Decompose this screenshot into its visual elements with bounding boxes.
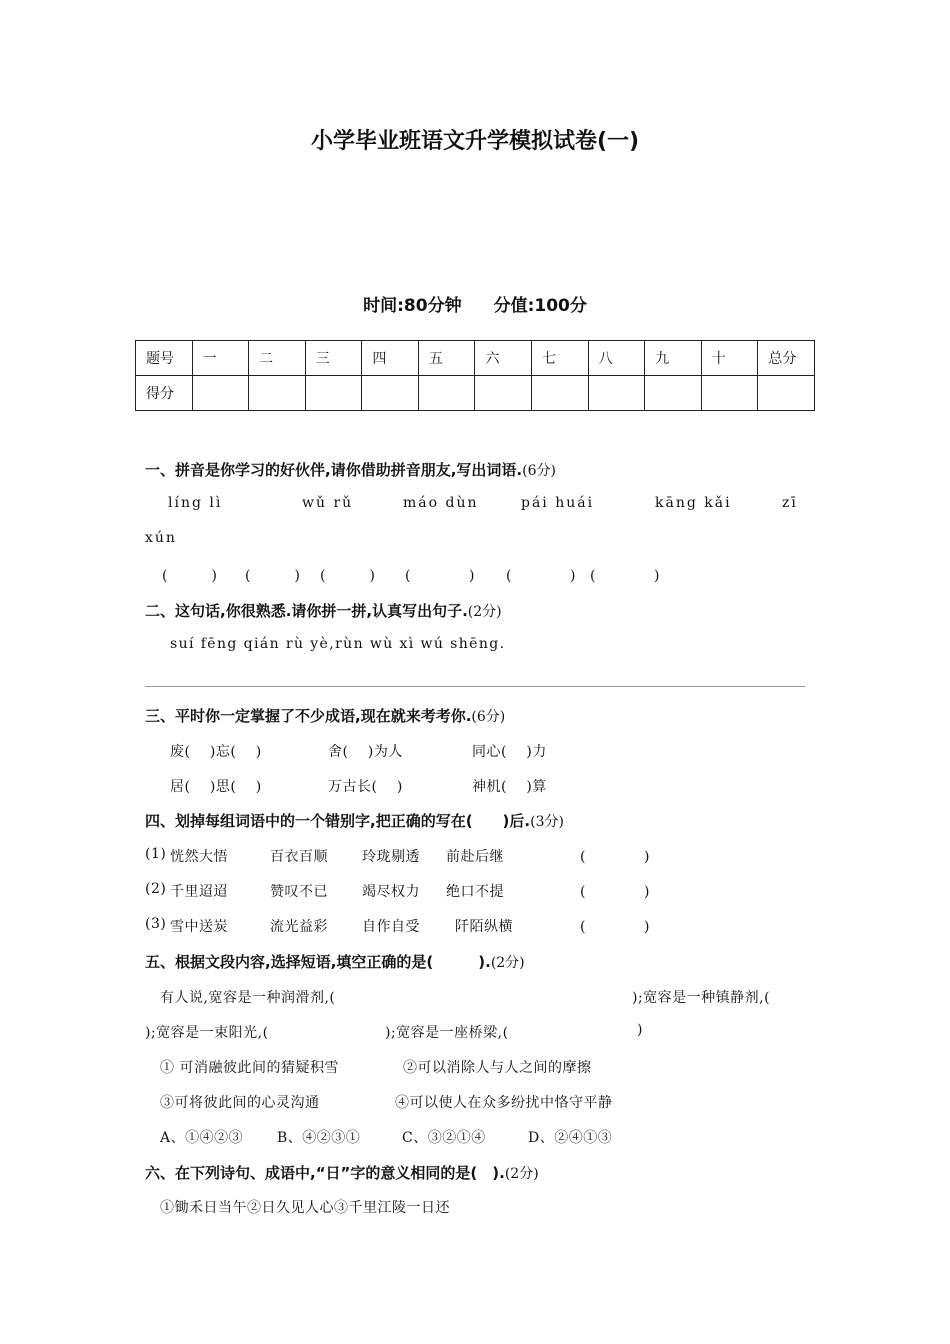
q1-pinyin-0: líng lì bbox=[168, 495, 223, 511]
q4-word: 竭尽权力 bbox=[362, 884, 420, 900]
q6-points: (2分) bbox=[504, 1166, 539, 1182]
score-header-cell: 四 bbox=[362, 341, 419, 376]
score-input-cell[interactable] bbox=[588, 376, 645, 411]
q4-word: 赞叹不已 bbox=[270, 884, 328, 900]
q5-passage: );宽容是一束阳光,( bbox=[145, 1025, 269, 1041]
q4-word: 百衣百顺 bbox=[270, 849, 328, 865]
q4-row-num: (1) bbox=[145, 846, 167, 862]
q5-choice-c[interactable]: C、③②①④ bbox=[402, 1130, 486, 1146]
q4-blank[interactable]: ( ) bbox=[580, 919, 650, 935]
score-header-cell: 七 bbox=[532, 341, 589, 376]
q1-pinyin-2: máo dùn bbox=[403, 495, 479, 511]
q5-passage: );宽容是一种镇静剂,( bbox=[632, 990, 771, 1006]
q6-items: ①锄禾日当午②日久见人心③千里江陵一日还 bbox=[160, 1200, 450, 1216]
score-input-cell[interactable] bbox=[249, 376, 306, 411]
score-row-label: 得分 bbox=[136, 376, 193, 411]
q1-blank-0[interactable]: ( ) bbox=[162, 568, 218, 584]
score-header-cell: 二 bbox=[249, 341, 306, 376]
q1-blank-2[interactable]: ( ) bbox=[320, 568, 376, 584]
q4-word: 玲珑剔透 bbox=[362, 849, 420, 865]
q3-points: (6分) bbox=[471, 709, 506, 725]
q4-word: 千里迢迢 bbox=[170, 884, 228, 900]
score-header-cell: 六 bbox=[475, 341, 532, 376]
score-table bbox=[135, 340, 815, 411]
q2-title-text: 二、这句话,你很熟悉.请你拼一拼,认真写出句子. bbox=[145, 602, 468, 620]
q1-blank-3[interactable]: ( ) bbox=[405, 568, 475, 584]
score-table-score-row bbox=[136, 376, 815, 411]
q6-title bbox=[145, 1162, 539, 1183]
score-input-cell[interactable] bbox=[475, 376, 532, 411]
q5-passage: 有人说,宽容是一种润滑剂,( bbox=[160, 990, 336, 1006]
score-header-cell: 题号 bbox=[136, 341, 193, 376]
q5-option: ④可以使人在众多纷扰中恪守平静 bbox=[395, 1095, 613, 1111]
score-input-cell[interactable] bbox=[305, 376, 362, 411]
q3-title-text: 三、平时你一定掌握了不少成语,现在就来考考你. bbox=[145, 707, 472, 725]
q3-idiom: 神机( )算 bbox=[472, 779, 547, 795]
score-header-cell: 一 bbox=[192, 341, 249, 376]
q1-title-text: 一、拼音是你学习的好伙伴,请你借助拼音朋友,写出词语. bbox=[145, 461, 523, 479]
q6-title-text: 六、在下列诗句、成语中,“日”字的意义相同的是( ). bbox=[145, 1164, 505, 1182]
score-table-header-row bbox=[136, 341, 815, 376]
q1-pinyin-3: pái huái bbox=[521, 495, 595, 511]
q4-row-num: (2) bbox=[145, 881, 167, 897]
q3-idiom: 同心( )力 bbox=[472, 744, 547, 760]
q5-option: ②可以消除人与人之间的摩擦 bbox=[403, 1060, 592, 1076]
q1-blank-5[interactable]: ( ) bbox=[590, 568, 660, 584]
q3-idiom: 居( )思( ) bbox=[170, 779, 262, 795]
q1-pinyin-4: kāng kǎi bbox=[655, 495, 732, 511]
q2-points: (2分) bbox=[467, 604, 502, 620]
score-input-cell[interactable] bbox=[532, 376, 589, 411]
score-input-cell[interactable] bbox=[362, 376, 419, 411]
score-input-cell[interactable] bbox=[701, 376, 758, 411]
q1-pinyin-5: zī bbox=[782, 495, 798, 511]
q4-word: 前赴后继 bbox=[446, 849, 504, 865]
q1-blank-1[interactable]: ( ) bbox=[245, 568, 301, 584]
q1-pinyin-wrap: xún bbox=[145, 530, 177, 546]
q3-idiom: 舍( )为人 bbox=[328, 744, 403, 760]
q1-points: (6分) bbox=[522, 463, 556, 479]
q5-title-text: 五、根据文段内容,选择短语,填空正确的是( ). bbox=[145, 953, 491, 971]
score-header-cell: 五 bbox=[418, 341, 475, 376]
score-input-cell[interactable] bbox=[418, 376, 475, 411]
q4-word: 阡陌纵横 bbox=[455, 919, 513, 935]
q5-title bbox=[145, 951, 525, 972]
q4-row-num: (3) bbox=[145, 916, 167, 932]
score-header-cell: 总分 bbox=[758, 341, 815, 376]
q5-points: (2分) bbox=[490, 955, 525, 971]
score-header-cell: 九 bbox=[645, 341, 702, 376]
exam-score: 分值:100分 bbox=[493, 296, 587, 316]
score-header-cell: 三 bbox=[305, 341, 362, 376]
q1-pinyin-1: wǔ rǔ bbox=[302, 495, 354, 511]
q3-idiom: 废( )忘( ) bbox=[170, 744, 262, 760]
exam-time: 时间:80分钟 bbox=[363, 296, 462, 316]
q2-answer-line[interactable] bbox=[145, 686, 805, 687]
q3-idiom: 万古长( ) bbox=[328, 779, 403, 795]
q4-title-text: 四、划掉每组词语中的一个错别字,把正确的写在( )后. bbox=[145, 812, 531, 830]
q5-passage: );宽容是一座桥梁,( bbox=[385, 1025, 509, 1041]
score-input-cell[interactable] bbox=[758, 376, 815, 411]
q5-choice-a[interactable]: A、①④②③ bbox=[160, 1130, 244, 1146]
q4-blank[interactable]: ( ) bbox=[580, 849, 650, 865]
score-input-cell[interactable] bbox=[192, 376, 249, 411]
q5-option: ① 可消融彼此间的猜疑积雪 bbox=[160, 1060, 339, 1076]
q5-choice-d[interactable]: D、②④①③ bbox=[528, 1130, 613, 1146]
q2-title bbox=[145, 600, 502, 621]
q4-word: 绝口不提 bbox=[446, 884, 504, 900]
q1-title bbox=[145, 459, 556, 480]
q5-choice-b[interactable]: B、④②③① bbox=[277, 1130, 361, 1146]
q4-word: 自作自受 bbox=[362, 919, 420, 935]
q5-option: ③可将彼此间的心灵沟通 bbox=[160, 1095, 320, 1111]
score-header-cell: 十 bbox=[701, 341, 758, 376]
exam-meta bbox=[0, 291, 950, 316]
q1-blank-4[interactable]: ( ) bbox=[506, 568, 576, 584]
score-header-cell: 八 bbox=[588, 341, 645, 376]
q4-points: (3分) bbox=[530, 814, 564, 830]
score-input-cell[interactable] bbox=[645, 376, 702, 411]
q3-title bbox=[145, 705, 505, 726]
q5-passage: ) bbox=[637, 1022, 643, 1038]
q4-title bbox=[145, 810, 564, 831]
q4-word: 恍然大悟 bbox=[170, 849, 228, 865]
q2-pinyin: suí fēng qián rù yè,rùn wù xì wú shēng. bbox=[170, 636, 506, 652]
q4-word: 雪中送炭 bbox=[170, 919, 228, 935]
page-title: 小学毕业班语文升学模拟试卷(一) bbox=[310, 129, 640, 154]
q4-word: 流光益彩 bbox=[270, 919, 328, 935]
q4-blank[interactable]: ( ) bbox=[580, 884, 650, 900]
